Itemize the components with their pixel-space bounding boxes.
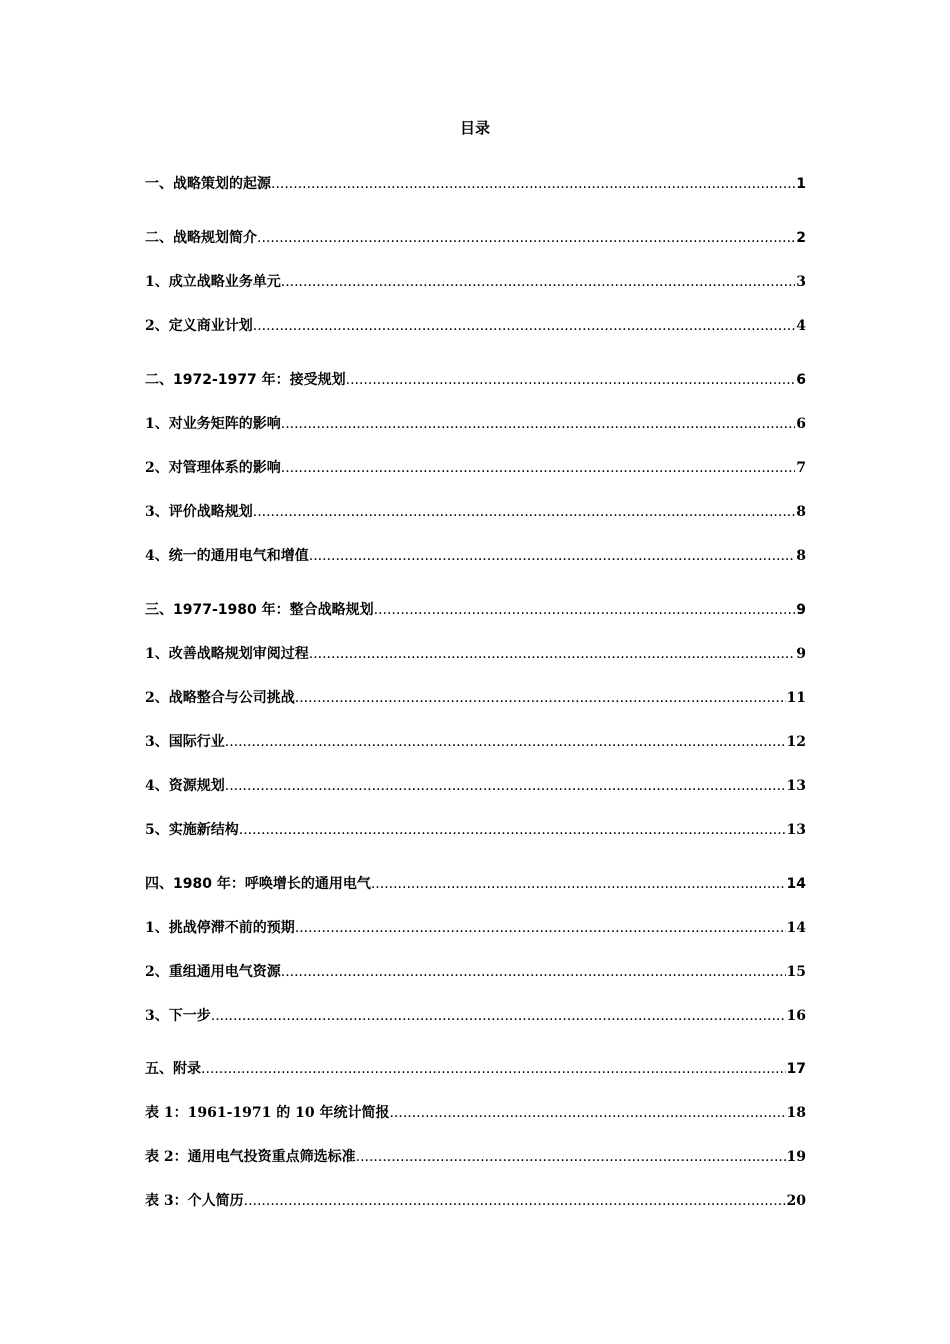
- toc-entry-page: 17: [786, 1061, 806, 1077]
- toc-entry-page: 14: [786, 876, 806, 892]
- toc-entry-label: 一、战略策划的起源: [145, 176, 271, 192]
- toc-entry-label: 二、战略规划简介: [145, 230, 257, 246]
- toc-entry-label: 1、对业务矩阵的影响: [145, 416, 281, 432]
- toc-entry-label: 4、统一的通用电气和增值: [145, 548, 309, 564]
- toc-entry[interactable]: [145, 172, 806, 194]
- toc-entry-page: 2: [796, 230, 806, 246]
- toc-entry-page: 6: [796, 416, 806, 432]
- toc-entry-label: 5、实施新结构: [145, 822, 239, 838]
- toc-entry[interactable]: [145, 730, 806, 752]
- toc-title: 目录: [459, 119, 490, 137]
- toc-leader-dots: [309, 644, 796, 664]
- toc-leader-dots: [225, 732, 786, 752]
- toc-entry-label: 1、改善战略规划审阅过程: [145, 646, 309, 662]
- toc-entry-page: 9: [796, 646, 806, 662]
- toc-leader-dots: [309, 546, 796, 566]
- toc-entry[interactable]: [145, 314, 806, 336]
- toc-leader-dots: [281, 272, 796, 292]
- toc-entry[interactable]: [145, 916, 806, 938]
- toc-entry-page: 20: [786, 1193, 806, 1209]
- toc-entry-page: 6: [796, 372, 806, 388]
- toc-leader-dots: [346, 370, 796, 390]
- toc-entry-label: 2、定义商业计划: [145, 318, 253, 334]
- toc-leader-dots: [211, 1006, 786, 1026]
- toc-entry[interactable]: [145, 456, 806, 478]
- toc-entry[interactable]: [145, 872, 806, 894]
- toc-entry[interactable]: [145, 818, 806, 840]
- toc-entry-label: 五、附录: [145, 1061, 201, 1077]
- toc-entry[interactable]: [145, 368, 806, 390]
- toc-entry-page: 8: [796, 548, 806, 564]
- toc-entry-label: 4、资源规划: [145, 778, 225, 794]
- toc-entry-label: 3、下一步: [145, 1008, 211, 1024]
- toc-entry[interactable]: [145, 1004, 806, 1026]
- toc-entry-label: 2、战略整合与公司挑战: [145, 690, 295, 706]
- toc-leader-dots: [271, 174, 795, 194]
- toc-leader-dots: [239, 820, 786, 840]
- toc-entry-page: 1: [796, 176, 806, 192]
- toc-entry[interactable]: [145, 500, 806, 522]
- toc-entry[interactable]: [145, 642, 806, 664]
- toc-entry[interactable]: [145, 1101, 806, 1123]
- toc-entry-page: 14: [786, 920, 806, 936]
- toc-entry-label: 表 3：个人简历: [145, 1193, 244, 1209]
- toc-leader-dots: [244, 1191, 786, 1211]
- toc-leader-dots: [356, 1147, 786, 1167]
- toc-leader-dots: [253, 502, 796, 522]
- toc-entry-page: 13: [786, 822, 806, 838]
- toc-entry[interactable]: [145, 226, 806, 248]
- toc-entry-label: 1、挑战停滞不前的预期: [145, 920, 295, 936]
- toc-entry-page: 18: [786, 1105, 806, 1121]
- toc-entry-label: 2、重组通用电气资源: [145, 964, 281, 980]
- toc-leader-dots: [281, 458, 796, 478]
- toc-entry[interactable]: [145, 544, 806, 566]
- toc-entry[interactable]: [145, 1189, 806, 1211]
- toc-entry-label: 3、国际行业: [145, 734, 225, 750]
- toc-leader-dots: [295, 918, 786, 938]
- toc-leader-dots: [201, 1059, 786, 1079]
- toc-entry[interactable]: [145, 960, 806, 982]
- toc-entry-page: 19: [786, 1149, 806, 1165]
- toc-entry[interactable]: [145, 1145, 806, 1167]
- toc-entry-label: 1、成立战略业务单元: [145, 274, 281, 290]
- toc-entry-page: 15: [786, 964, 806, 980]
- toc-entry-page: 16: [786, 1008, 806, 1024]
- toc-entry[interactable]: [145, 598, 806, 620]
- toc-entry[interactable]: [145, 686, 806, 708]
- toc-entry-page: 13: [786, 778, 806, 794]
- toc-entry-label: 3、评价战略规划: [145, 504, 253, 520]
- toc-entry-page: 4: [796, 318, 806, 334]
- toc-entry-label: 二、1972-1977 年：接受规划: [145, 372, 346, 388]
- toc-leader-dots: [389, 1103, 785, 1123]
- toc-entry[interactable]: [145, 1057, 806, 1079]
- toc-entry-page: 9: [796, 602, 806, 618]
- toc-entry-page: 12: [786, 734, 806, 750]
- toc-leader-dots: [374, 600, 796, 620]
- toc-entry-label: 2、对管理体系的影响: [145, 460, 281, 476]
- toc-leader-dots: [253, 316, 796, 336]
- toc-entry[interactable]: [145, 270, 806, 292]
- toc-leader-dots: [371, 874, 786, 894]
- toc-leader-dots: [225, 776, 786, 796]
- toc-leader-dots: [257, 228, 795, 248]
- toc-leader-dots: [281, 414, 796, 434]
- toc-leader-dots: [281, 962, 786, 982]
- toc-entry-label: 表 1：1961-1971 的 10 年统计简报: [145, 1105, 390, 1121]
- toc-entry[interactable]: [145, 412, 806, 434]
- toc-leader-dots: [295, 688, 786, 708]
- toc-entry-label: 表 2：通用电气投资重点筛选标准: [145, 1149, 356, 1165]
- toc-entry-page: 3: [796, 274, 806, 290]
- toc-entry-label: 四、1980 年：呼唤增长的通用电气: [145, 876, 371, 892]
- toc-entry-page: 8: [796, 504, 806, 520]
- toc-entry-page: 11: [786, 690, 806, 706]
- toc-entry-label: 三、1977-1980 年：整合战略规划: [145, 602, 374, 618]
- toc-entry-page: 7: [796, 460, 806, 476]
- toc-entry[interactable]: [145, 774, 806, 796]
